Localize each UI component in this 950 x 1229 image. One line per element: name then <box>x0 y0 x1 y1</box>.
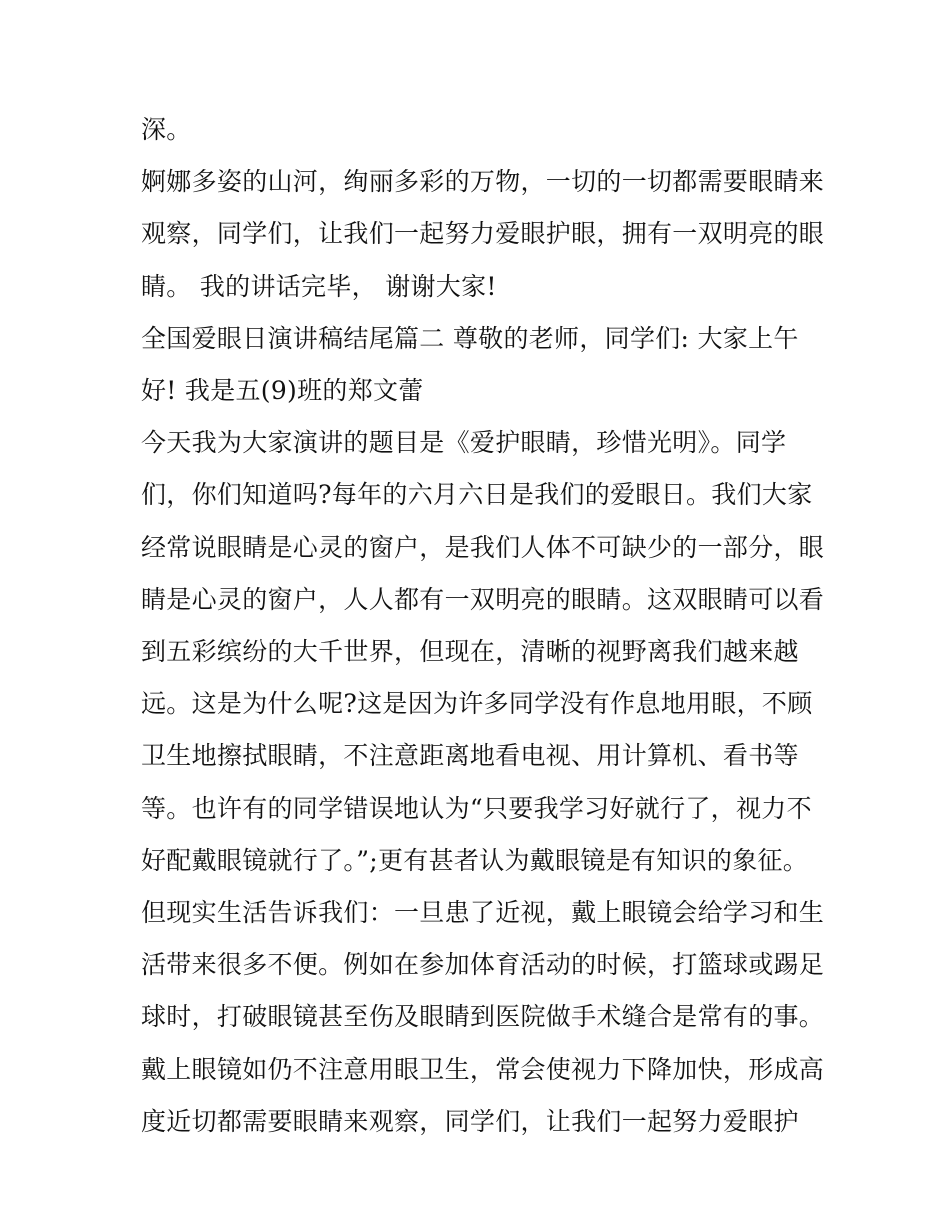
text-line: 睛是心灵的窗户，人人都有一双明亮的眼睛。这双眼睛可以看 <box>141 584 825 614</box>
text-line: 观察，同学们，让我们一起努力爱眼护眼，拥有一双明亮的眼 <box>141 219 825 249</box>
text-line: 好配戴眼镜就行了。”;更有甚者认为戴眼镜是有知识的象征。 <box>141 845 809 875</box>
text-line: 球时，打破眼镜甚至伤及眼睛到医院做手术缝合是常有的事。 <box>141 1002 825 1032</box>
text-line: 们，你们知道吗?每年的六月六日是我们的爱眼日。我们大家 <box>141 480 813 510</box>
text-line: 深。 <box>141 115 192 144</box>
text-line: 到五彩缤纷的大千世界，但现在，清晰的视野离我们越来越 <box>141 637 799 667</box>
text-line: 今天我为大家演讲的题目是《爱护眼睛，珍惜光明》。同学 <box>141 428 787 458</box>
text-line: 远。这是为什么呢?这是因为许多同学没有作息地用眼，不顾 <box>141 689 813 719</box>
text-line: 度近切都需要眼睛来观察，同学们，让我们一起努力爱眼护 <box>141 1106 799 1136</box>
section-heading-line: 全国爱眼日演讲稿结尾篇二 尊敬的老师，同学们: 大家上午 <box>141 323 799 353</box>
text-line: 卫生地擦拭眼睛，不注意距离地看电视、用计算机、看书等 <box>141 741 799 771</box>
text-line: 睛。 我的讲话完毕， 谢谢大家! <box>141 271 497 301</box>
text-line: 经常说眼睛是心灵的窗户，是我们人体不可缺少的一部分，眼 <box>141 532 825 562</box>
text-line: 好! 我是五(9)班的郑文蕾 <box>141 376 424 406</box>
text-line: 婀娜多姿的山河，绚丽多彩的万物，一切的一切都需要眼睛来 <box>141 167 825 197</box>
text-line: 等。也许有的同学错误地认为“只要我学习好就行了，视力不 <box>141 793 812 823</box>
text-line: 活带来很多不便。例如在参加体育活动的时候，打篮球或踢足 <box>141 950 825 980</box>
document-body <box>141 104 825 1148</box>
text-line: 但现实生活告诉我们：一旦患了近视，戴上眼镜会给学习和生 <box>141 898 825 928</box>
text-line: 戴上眼镜如仍不注意用眼卫生，常会使视力下降加快，形成高 <box>141 1054 825 1084</box>
